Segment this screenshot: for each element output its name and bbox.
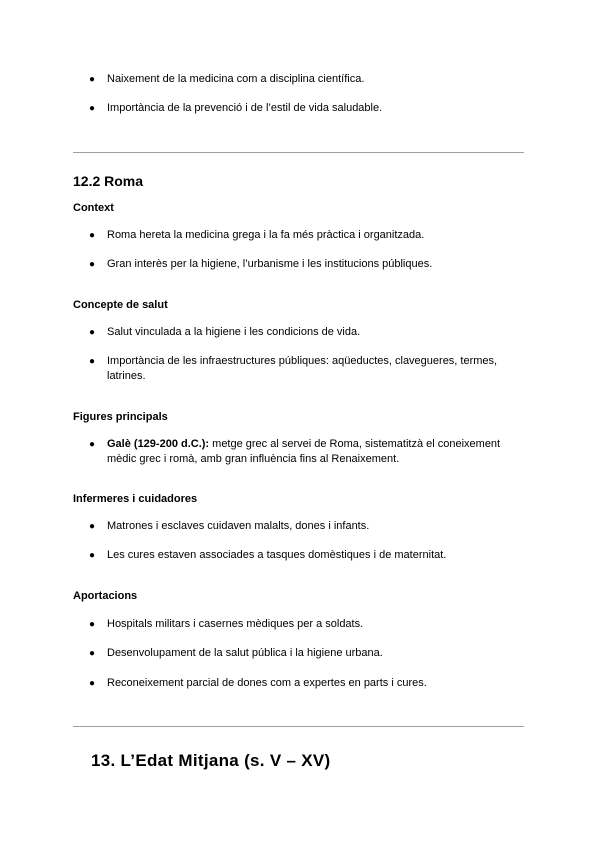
list-item xyxy=(89,519,517,534)
bullet-icon: ● xyxy=(89,619,96,630)
section-title: 12.2 Roma xyxy=(73,173,144,189)
list-item xyxy=(89,548,517,563)
list-item xyxy=(89,72,517,87)
list-item xyxy=(89,354,517,384)
list-item xyxy=(89,101,517,116)
list-item xyxy=(89,257,517,272)
list-item-text: Importància de la prevenció i de l’estil de vida saludable. xyxy=(107,102,383,114)
list-item-text: Reconeixement parcial de dones com a expertes en parts i cures. xyxy=(107,677,427,689)
list-item xyxy=(89,325,517,340)
subsection-heading: Concepte de salut xyxy=(73,299,168,311)
horizontal-rule xyxy=(73,152,524,153)
list-item-bold: Galè (129-200 d.C.): xyxy=(107,438,210,450)
list-item xyxy=(89,617,517,632)
list-item-text: Desenvolupament de la salut pública i la higiene urbana. xyxy=(107,647,383,659)
bullet-icon: ● xyxy=(89,439,96,450)
bullet-icon: ● xyxy=(89,74,96,85)
bullet-icon: ● xyxy=(89,678,96,689)
bullet-icon: ● xyxy=(89,103,96,114)
bullet-icon: ● xyxy=(89,259,96,270)
list-item-text: Gran interès per la higiene, l’urbanisme i les institucions públiques. xyxy=(107,258,433,270)
list-item-text: Les cures estaven associades a tasques domèstiques i de maternitat. xyxy=(107,549,447,561)
bullet-icon: ● xyxy=(89,327,96,338)
bullet-icon: ● xyxy=(89,521,96,532)
list-item-text: Importància de les infraestructures públiques: aqüeductes, clavegueres, termes, latrines. xyxy=(107,355,498,382)
list-item-text: Salut vinculada a la higiene i les condicions de vida. xyxy=(107,326,361,338)
list-item xyxy=(89,437,517,467)
bullet-icon: ● xyxy=(89,230,96,241)
subsection-heading: Figures principals xyxy=(73,411,168,423)
horizontal-rule xyxy=(73,726,524,727)
list-item-text: Naixement de la medicina com a disciplina científica. xyxy=(107,73,365,85)
list-item-text: Matrones i esclaves cuidaven malalts, dones i infants. xyxy=(107,520,370,532)
list-item-text: Roma hereta la medicina grega i la fa més pràctica i organitzada. xyxy=(107,229,425,241)
list-item-text: Hospitals militars i casernes mèdiques per a soldats. xyxy=(107,618,364,630)
list-item xyxy=(89,228,517,243)
subsection-heading: Aportacions xyxy=(73,590,138,602)
bullet-icon: ● xyxy=(89,550,96,561)
list-item-text: metge grec al servei de Roma, sistematitzà el coneixement mèdic grec i romà, amb gran influència fins al Renaixement. xyxy=(107,438,501,465)
list-item xyxy=(89,646,517,661)
list-item xyxy=(89,676,517,691)
subsection-heading: Infermeres i cuidadores xyxy=(73,493,198,505)
bullet-icon: ● xyxy=(89,648,96,659)
subsection-heading: Context xyxy=(73,202,114,214)
bullet-icon: ● xyxy=(89,356,96,367)
chapter-title: 13. L’Edat Mitjana (s. V – XV) xyxy=(91,751,331,770)
